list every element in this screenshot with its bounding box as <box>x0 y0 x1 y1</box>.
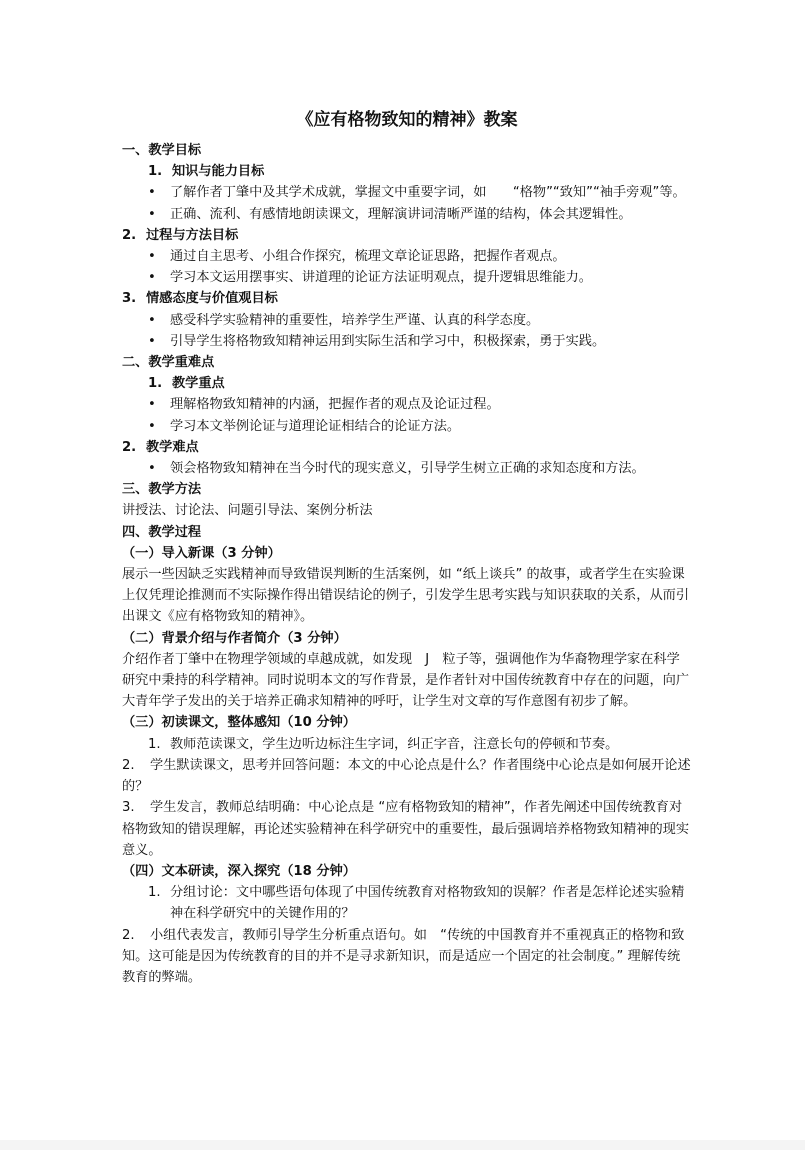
numbered-item <box>122 797 692 861</box>
item-number: 1. <box>148 736 161 752</box>
list-item: • 领会格物致知精神在当今时代的现实意义，引导学生树立正确的求知态度和方法。 <box>122 458 692 479</box>
document-body <box>122 108 692 988</box>
item-text: 学生发言，教师总结明确：中心论点是 “应有格物致知的精神”，作者先阐述中国传统教育对格物致知的错误理解，再论述实验精神在科学研究中的重要性，最后强调培养格物致知精神的现实意义。 <box>122 800 690 858</box>
bullet-list <box>122 394 692 436</box>
bullet-list <box>122 458 692 479</box>
numbered-item <box>122 734 692 755</box>
numbered-item <box>122 925 692 989</box>
paragraph: 讲授法、讨论法、问题引导法、案例分析法 <box>122 503 373 519</box>
list-item: • 通过自主思考、小组合作探究，梳理文章论证思路，把握作者观点。 <box>122 246 692 267</box>
list-item: • 了解作者丁肇中及其学术成就，掌握文中重要字词，如 “格物”“致知”“袖手旁观”等。 <box>122 182 692 203</box>
subsection-heading <box>122 373 692 394</box>
step-heading: （四）文本研读，深入探究（18 分钟） <box>122 863 356 879</box>
paragraph: 展示一些因缺乏实践精神而导致错误判断的生活案例，如 “纸上谈兵” 的故事，或者学生在实验课上仅凭理论推测而不实际操作得出错误结论的例子，引发学生思考实践与知识获取的关系，从而引出课文《应有格物致知的精神》。 <box>122 567 690 625</box>
item-number: 1. <box>148 885 161 901</box>
item-text: 教师范读课文，学生边听边标注生字词，纠正字音，注意长句的停顿和节奏。 <box>170 736 619 752</box>
item-number: 3. <box>122 800 135 816</box>
section-heading: 二、教学重难点 <box>122 355 215 371</box>
subsection-number: 3. <box>122 291 137 307</box>
subsection-title: 教学难点 <box>146 439 199 455</box>
list-item: • 感受科学实验精神的重要性，培养学生严谨、认真的科学态度。 <box>122 310 692 331</box>
item-number: 2. <box>122 757 135 773</box>
item-text: 分组讨论：文中哪些语句体现了中国传统教育对格物致知的误解？作者是怎样论述实验精神在科学研究中的关键作用的？ <box>170 885 685 922</box>
subsection-heading <box>122 225 692 246</box>
subsection-number: 1. <box>148 376 163 392</box>
subsection-number: 2. <box>122 227 137 243</box>
list-item: • 引导学生将格物致知精神运用到实际生活和学习中，积极探索，勇于实践。 <box>122 331 692 352</box>
subsection-title: 情感态度与价值观目标 <box>146 291 278 307</box>
subsection-heading <box>122 437 692 458</box>
subsection-heading <box>122 288 692 309</box>
item-text: 小组代表发言，教师引导学生分析重点语句。如 “传统的中国教育并不重视真正的格物和致知。这可能是因为传统教育的目的并不是寻求新知识，而是适应一个固定的社会制度。” 理解传统教育的弊端。 <box>122 927 685 985</box>
bullet-list <box>122 182 692 224</box>
subsection-title: 过程与方法目标 <box>146 227 239 243</box>
bullet-list <box>122 246 692 288</box>
list-item: • 正确、流利、有感情地朗读课文，理解演讲词清晰严谨的结构，体会其逻辑性。 <box>122 204 692 225</box>
paragraph: 介绍作者丁肇中在物理学领域的卓越成就，如发现 J 粒子等，强调他作为华裔物理学家在科学研究中秉持的科学精神。同时说明本文的写作背景，是作者针对中国传统教育中存在的问题，向广大青年学子发出的关于培养正确求知精神的呼吁，让学生对文章的写作意图有初步了解。 <box>122 651 690 710</box>
bullet-list <box>122 310 692 352</box>
step-heading: （一）导入新课（3 分钟） <box>122 545 281 561</box>
list-item: • 理解格物致知精神的内涵，把握作者的观点及论证过程。 <box>122 394 692 415</box>
list-item: • 学习本文运用摆事实、讲道理的论证方法证明观点，提升逻辑思维能力。 <box>122 267 692 288</box>
step-heading: （二）背景介绍与作者简介（3 分钟） <box>122 630 347 646</box>
item-text: 学生默读课文，思考并回答问题：本文的中心论点是什么？作者围绕中心论点是如何展开论述的？ <box>122 757 691 795</box>
list-item: • 学习本文举例论证与道理论证相结合的论证方法。 <box>122 416 692 437</box>
section-heading: 一、教学目标 <box>122 143 202 158</box>
section-heading: 三、教学方法 <box>122 482 202 498</box>
item-number: 2. <box>122 927 135 943</box>
section-heading: 四、教学过程 <box>122 524 202 540</box>
numbered-item <box>122 755 692 797</box>
numbered-item <box>122 882 692 924</box>
step-heading: （三）初读课文，整体感知（10 分钟） <box>122 715 356 731</box>
subsection-heading <box>122 161 692 182</box>
subsection-title: 知识与能力目标 <box>172 164 265 180</box>
subsection-number: 1. <box>148 164 163 180</box>
subsection-number: 2. <box>122 439 137 455</box>
page-title: 《应有格物致知的精神》教案 <box>296 110 518 130</box>
subsection-title: 教学重点 <box>172 376 225 392</box>
